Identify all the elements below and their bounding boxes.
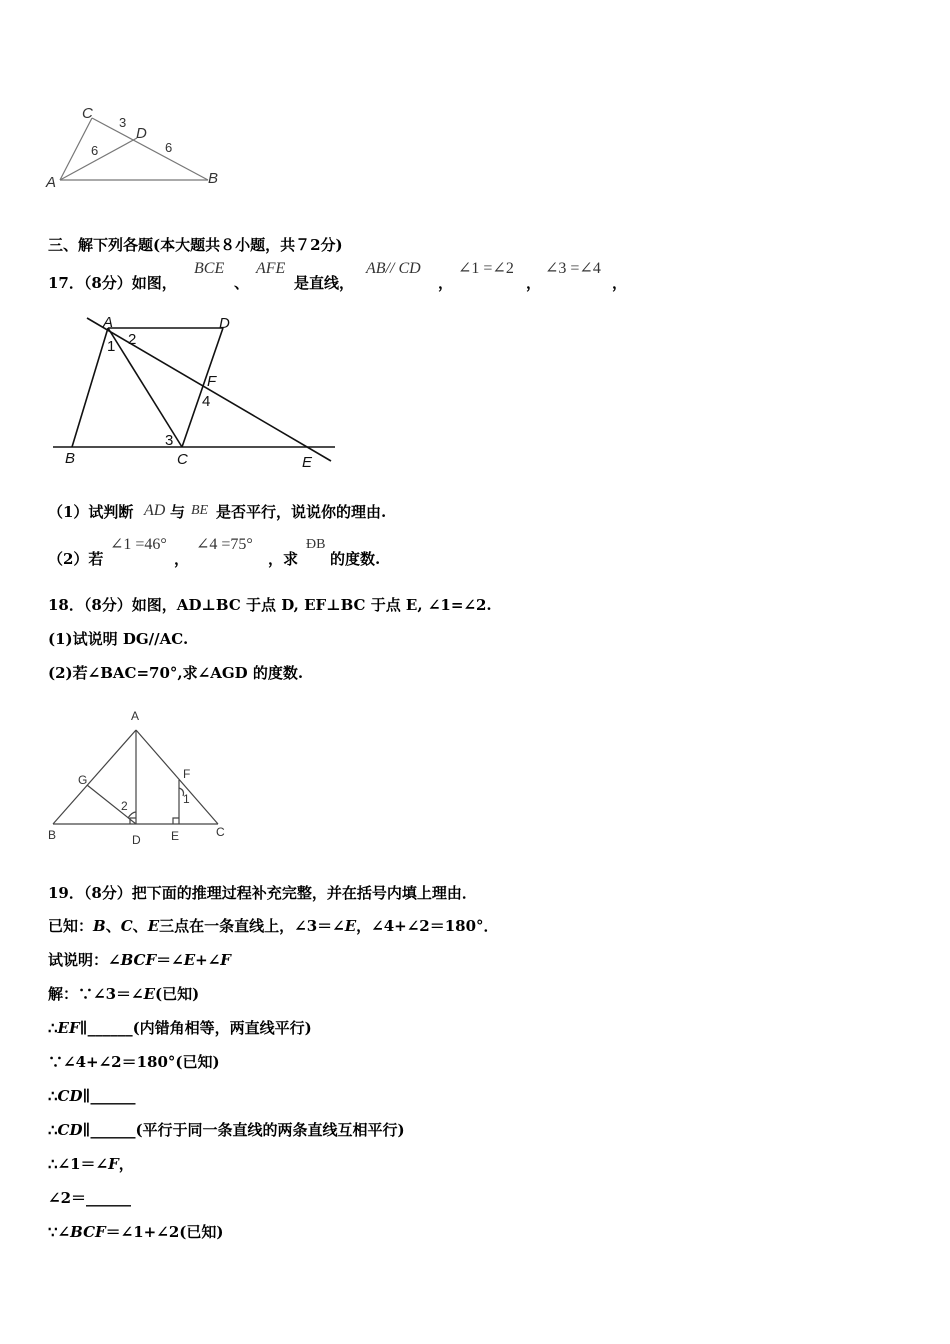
q17-be: BE [191,503,209,518]
label-b: B [208,170,219,187]
q17-sub1-pre: （1）试判断 [48,503,134,521]
q19-step8-post: ＝∠1+∠2(已知) [105,1223,224,1241]
right-angle-e [173,818,179,824]
q17-db: ÐB [306,537,326,552]
q19-prove-pre: 试说明：∠ [48,951,121,969]
segment-cb [92,118,208,180]
label-angle-2: 2 [121,799,128,813]
q19-step4-post: ∥______ [82,1087,136,1105]
q17-comma-1: ， [438,274,454,292]
label-angle-4: 4 [202,393,211,410]
angle-mark-2 [128,812,136,818]
q19-step6-f: F [108,1155,119,1173]
q17-ad: AD [144,502,166,519]
q19-step8-bcf: BCF [70,1223,106,1241]
label-db-length: 6 [165,140,173,155]
q19-prove-f: F [220,951,231,969]
q19-known-c: C [120,917,133,935]
q17-comma-2: ， [526,274,542,292]
section-3-title: 三、解下列各题(本大题共８小题，共７2分) [48,236,343,254]
q19-prove-bcf: BCF [120,951,157,969]
figure-q17 [45,308,345,478]
q19-known-e2: E [344,917,357,935]
q17-angle4: ∠4 =75° [196,536,253,553]
q19-prove [48,951,231,969]
q19-known-mid: 三点在一条直线上，∠3＝∠ [159,917,345,935]
q17-bce: BCE [194,260,225,277]
q17-sub2-pre: （2）若 [48,550,104,568]
q19-step6-post: ， [118,1155,134,1173]
q17-sub2-post: 的度数. [330,550,381,568]
label-e: E [302,454,313,471]
q17-eq12: ∠1 =∠2 [458,260,514,277]
q18-line2: (1)试说明 DG//AC. [48,630,189,648]
label-d: D [132,833,141,847]
label-cd-length: 3 [119,115,127,130]
figure-q18 [42,702,242,852]
q19-step5-pre: ∴ [48,1121,58,1139]
figure-triangle-acdb [40,100,230,195]
q18-line3: (2)若∠BAC=70°,求∠AGD 的度数. [48,664,304,682]
q18-line1: 18．（8分）如图，AD⊥BC 于点 D, EF⊥BC 于点 E, ∠1=∠2. [48,596,492,614]
q19-prove-mid1: ＝∠ [156,951,184,969]
segment-ac [108,328,182,447]
q17-sub2 [48,534,748,574]
q17-comma-3: ， [612,274,628,292]
q19-step6 [48,1155,134,1173]
q19-known-e: E [147,917,160,935]
q19-step2 [48,1019,312,1037]
label-angle-1: 1 [107,338,116,355]
q19-step5 [48,1121,405,1139]
q19-step8 [48,1223,223,1241]
label-b: B [65,450,76,467]
q19-known [48,917,499,935]
q19-line1: 19．（8分）把下面的推理过程补充完整，并在括号内填上理由． [48,884,477,902]
q19-step1-e: E [143,985,156,1003]
q19-prove-e: E [183,951,196,969]
q19-step2-ef: EF [57,1019,80,1037]
q17-lead: 17．（8分）如图， [48,274,177,292]
segment-gd [87,785,136,824]
q17-sub1-post: 是否平行，说说你的理由. [216,503,387,521]
label-angle-1: 1 [183,792,190,806]
q19-step1-pre: 解：∵∠3＝∠ [48,985,144,1003]
q17-afe: AFE [256,260,286,277]
label-f: F [207,373,217,390]
label-d: D [219,315,230,332]
segment-ab [72,328,108,447]
segment-ad [60,138,137,180]
label-b: B [48,828,57,842]
q17-mid: 是直线， [294,274,355,292]
label-e: E [171,829,180,843]
label-a: A [131,709,140,723]
label-f: F [183,767,191,781]
label-d: D [136,125,147,142]
q19-step5-post: ∥______(平行于同一条直线的两条直线互相平行) [82,1121,405,1139]
label-c: C [177,451,188,468]
q17-angle1: ∠1 =46° [110,536,167,553]
q17-with: 与 [170,503,186,521]
q19-step8-pre: ∵∠ [48,1223,71,1241]
q19-step5-cd: CD [57,1121,83,1139]
q19-known-s2: 、 [132,917,148,935]
q19-step6-pre: ∴∠1＝∠ [48,1155,109,1173]
q19-prove-mid2: +∠ [195,951,221,969]
label-c: C [82,105,93,122]
q17-ask: ，求 [268,550,299,568]
q19-step1-post: (已知) [155,985,200,1003]
q17-statement [48,258,948,298]
q19-known-b: B [93,917,106,935]
q17-parallel: AB// CD [366,260,421,277]
label-c: C [216,825,225,839]
segment-ac [136,730,218,824]
q17-sub1 [48,500,748,524]
q19-step3: ∵∠4+∠2＝180°(已知) [48,1053,220,1071]
q19-known-s1: 、 [105,917,121,935]
q19-known-post: ，∠4+∠2＝180°． [356,917,499,935]
label-ad-length: 6 [91,143,99,158]
q17-eq34: ∠3 =∠4 [545,260,601,277]
q19-step7: ∠2＝______ [48,1189,132,1207]
q19-step1 [48,985,199,1003]
q19-known-pre: 已知： [48,917,94,935]
q17-sep1: 、 [234,274,250,292]
label-angle-2: 2 [128,331,137,348]
q17-comma-4: ， [174,550,190,568]
label-a: A [46,174,57,191]
q19-step4-pre: ∴ [48,1087,58,1105]
q19-step2-post: ∥______(内错角相等，两直线平行) [79,1019,312,1037]
segment-dc [182,328,223,447]
label-angle-3: 3 [165,432,174,449]
label-g: G [78,773,88,787]
label-a: A [103,314,114,331]
q19-step4 [48,1087,135,1105]
q19-step4-cd: CD [57,1087,83,1105]
q19-step2-pre: ∴ [48,1019,58,1037]
